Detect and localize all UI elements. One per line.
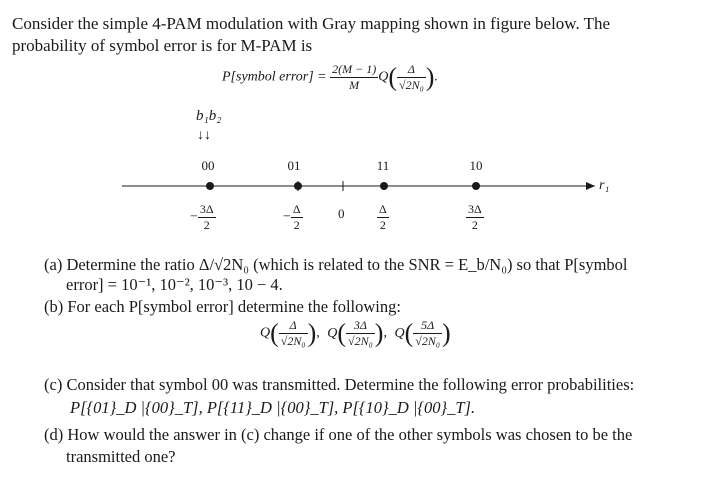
formula-lhs: P[symbol error] = — [222, 69, 327, 85]
q-arg-2: $\frac{3\Delta}{\text{√2N₀}}$ — [348, 318, 373, 348]
q-arg-1: $\frac{\Delta}{\text{√2N₀}}$ — [280, 318, 306, 348]
symbol-point-01 — [294, 182, 302, 190]
bits-arrows: ↓↓ — [197, 128, 211, 143]
q-function-list: Q( $\frac{\Delta}{\text{√2N₀}}$ ), Q( $\frac{3\Delta}{\text{√2N₀}}$ ), Q( $\frac{5\Delta}{\text{√2N₀}}$ ) — [260, 318, 451, 348]
question-d-line-1: (d) How would the answer in (c) change if one of the other symbols was chosen to be the — [44, 425, 633, 444]
question-b-line-1: (b) For each P[symbol error] determine the following: — [44, 297, 401, 316]
axis-arrowhead — [586, 182, 595, 190]
q-function: Q — [378, 69, 389, 85]
question-d-line-2: transmitted one? — [66, 447, 176, 466]
origin-label: 0 — [338, 206, 345, 221]
axis-label: r₁ — [599, 178, 610, 193]
position-10: $\frac{3\Delta}{2}$ — [468, 202, 482, 232]
bits-label: b₁b₂ — [196, 108, 222, 124]
symbol-point-11 — [380, 182, 388, 190]
arg-numerator: Δ — [397, 62, 426, 78]
question-c-line-1: (c) Consider that symbol 00 was transmitted. Determine the following error probabilities: — [44, 375, 635, 394]
symbol-bits-11: 11 — [376, 158, 390, 173]
question-a-line-1: (a) Determine the ratio Δ/√2N₀ (which is related to the SNR = E_b/N₀) so that P[symbol — [44, 255, 628, 274]
position-01: − $\frac{\Delta}{2}$ — [283, 202, 301, 232]
symbol-bits-10: 10 — [469, 158, 483, 173]
symbol-point-00 — [206, 182, 214, 190]
coef-denominator: M — [349, 78, 360, 92]
formula-end: . — [434, 69, 438, 85]
symbol-point-10 — [472, 182, 480, 190]
arg-denominator: √2N₀ — [399, 78, 424, 92]
question-c-line-2: P[{01}_D |{00}_T], P[{11}_D |{00}_T], P[{10}_D |{00}_T]. — [70, 398, 476, 417]
question-a-line-2: error] = 10⁻¹, 10⁻², 10⁻³, 10 − 4. — [66, 275, 283, 294]
q-arg-3: $\frac{5\Delta}{\text{√2N₀}}$ — [415, 318, 441, 348]
symbol-error-formula: P[symbol error] = $\frac{2(M - 1)}{M}$ Q( $\frac{\Delta}{\text{√2N₀}}$ ). — [222, 62, 438, 92]
symbol-bits-00: 00 — [201, 158, 215, 173]
symbol-bits-01: 01 — [287, 158, 301, 173]
position-00: − $\frac{3\Delta}{2}$ — [190, 202, 214, 232]
position-11: $\frac{\Delta}{2}$ — [379, 202, 387, 232]
coef-numerator: 2(M − 1) — [332, 62, 377, 76]
intro-line-1: Consider the simple 4-PAM modulation with Gray mapping shown in figure below. The — [12, 14, 611, 33]
intro-line-2: probability of symbol error is for M-PAM is — [12, 36, 313, 55]
